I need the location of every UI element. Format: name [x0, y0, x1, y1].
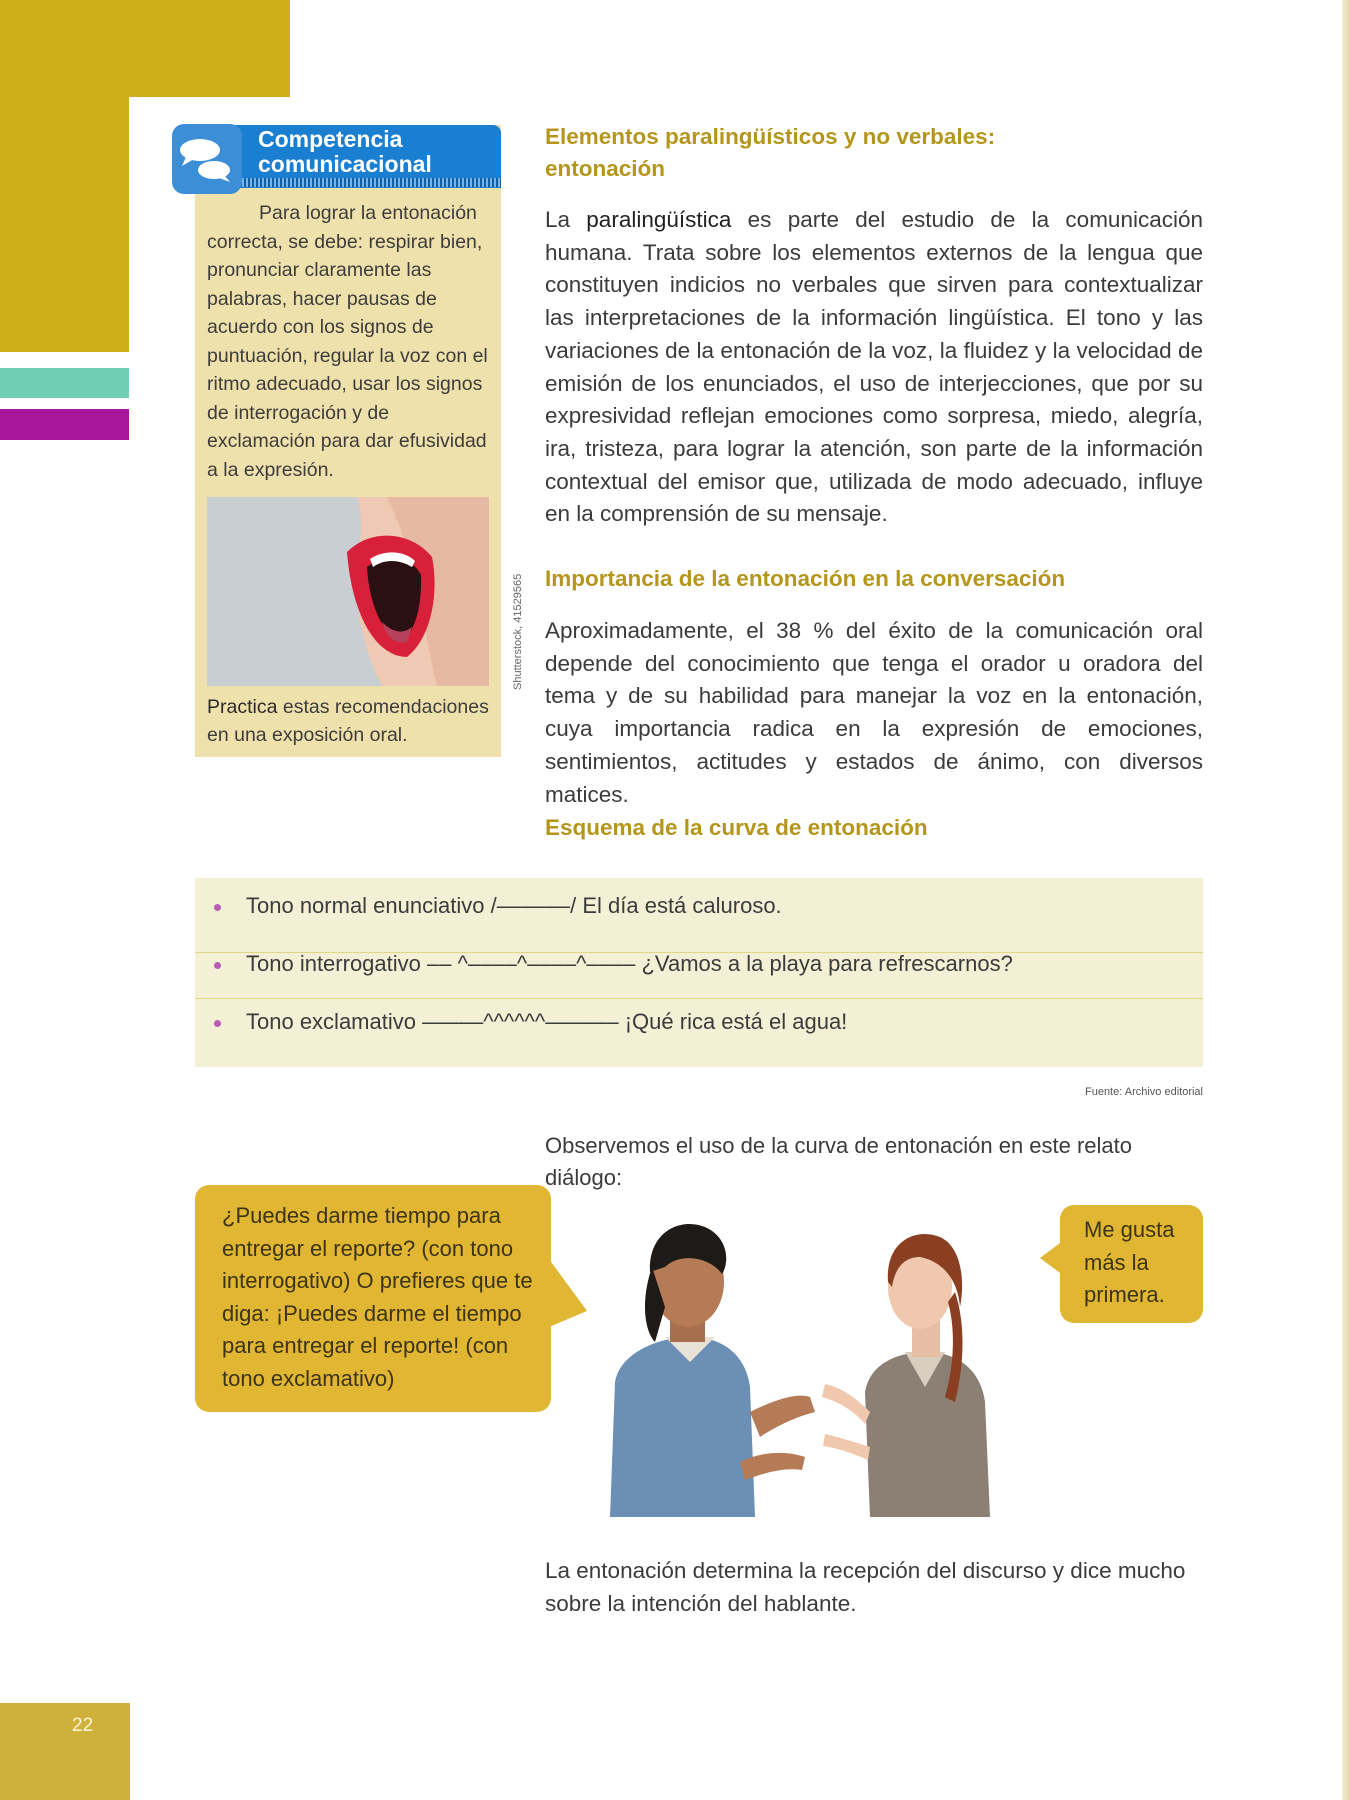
competencia-title-line2: comunicacional — [258, 151, 432, 177]
speech-bubble-tail — [1040, 1240, 1064, 1276]
page-number-tab — [0, 1703, 130, 1800]
paragraph-importance: Aproximadamente, el 38 % del éxito de la comunicación oral depende del conocimiento que tenga el orador u oradora del tema y de su habilidad para manejar la voz en la entonación, cuya importancia radica en la expresión de emociones, sentimientos, actitudes y estados de ánimo, con diversos matices. — [545, 618, 1203, 807]
tone-text: Tono interrogativo –– ^––––^––––^–––– ¿Vamos a la playa para refrescarnos? — [246, 951, 1013, 976]
section-heading-paralinguistic — [545, 121, 1205, 185]
section-heading-scheme: Esquema de la curva de entonación — [545, 815, 928, 840]
section-heading-importance: Importancia de la entonación en la conversación — [545, 566, 1066, 591]
mouth-photo — [207, 497, 489, 686]
bullet-icon — [214, 1020, 221, 1027]
competencia-text — [207, 199, 489, 484]
speech-bubble-left-text: ¿Puedes darme tiempo para entregar el reporte? (con tono interrogativo) O prefieres que te diga: ¡Puedes darme el tiempo para entregar el reporte! (con tono exclamativo) — [222, 1203, 533, 1391]
caption-rest: estas recomendaciones en una exposición oral. — [207, 696, 489, 746]
decorative-teal-bar — [0, 368, 129, 398]
heading-line1: Elementos paralingüísticos y no verbales: — [545, 124, 996, 149]
tone-row — [195, 996, 1203, 1054]
source-note: Fuente: Archivo editorial — [1084, 1086, 1203, 1098]
closing-paragraph: La entonación determina la recepción del discurso y dice mucho sobre la intención del hablante. — [545, 1558, 1186, 1616]
photo-caption — [207, 693, 489, 749]
page-edge — [1342, 0, 1350, 1800]
dialogue-intro: Observemos el uso de la curva de entonación en este relato diálogo: — [545, 1133, 1133, 1190]
photo-credit: Shutterstock, 41529565 — [512, 573, 524, 690]
bullet-icon — [214, 904, 221, 911]
decorative-magenta-bar — [0, 409, 129, 440]
page-number: 22 — [72, 1715, 94, 1736]
tone-row — [195, 880, 1203, 938]
caption-bold: Practica — [207, 696, 278, 718]
tone-text: Tono exclamativo –––––^^^^^^–––––– ¡Qué rica está el agua! — [246, 1009, 848, 1034]
competencia-body: Para lograr la entonación correcta, se debe: respirar bien, pronunciar claramente las palabras, hacer pausas de acuerdo con los signos de puntuación, regular la voz con el ritmo adecuado, usar los signos de interrogación y de exclamación para dar efusividad a la expresión. — [207, 202, 488, 481]
paragraph-paralinguistic — [545, 204, 1203, 531]
header-stripe — [240, 178, 501, 187]
competencia-title-line1: Competencia — [258, 126, 403, 152]
speech-bubbles-icon — [172, 124, 242, 194]
term-paralinguistica: paralingüística — [586, 207, 732, 232]
bullet-icon — [214, 962, 221, 969]
paragraph-lead: La — [545, 207, 587, 232]
speech-bubble-right-text: Me gusta más la primera. — [1084, 1217, 1175, 1307]
competencia-title — [258, 127, 498, 177]
tone-row — [195, 938, 1203, 996]
tone-text: Tono normal enunciativo /––––––/ El día está caluroso. — [246, 893, 782, 918]
decorative-gold-side — [0, 0, 129, 352]
paragraph-body: es parte del estudio de la comunicación humana. Trata sobre los elementos externos de la lengua que constituyen indicios no verbales que sirven para contextualizar las interpretaciones de la información lingüística. El tono y las variaciones de la entonación de la voz, la fluidez y la velocidad de emisión de los enunciados, el uso de interjecciones, que por su expresividad reflejan emociones como sorpresa, miedo, alegría, ira, tristeza, para lograr la atención, son parte de la información contextual del emisor que, utilizada de modo adecuado, influye en la comprensión de su mensaje. — [545, 207, 1203, 527]
tone-scheme-table — [195, 878, 1203, 1067]
heading-line2: entonación — [545, 156, 666, 181]
people-talking-photo — [570, 1212, 1036, 1517]
